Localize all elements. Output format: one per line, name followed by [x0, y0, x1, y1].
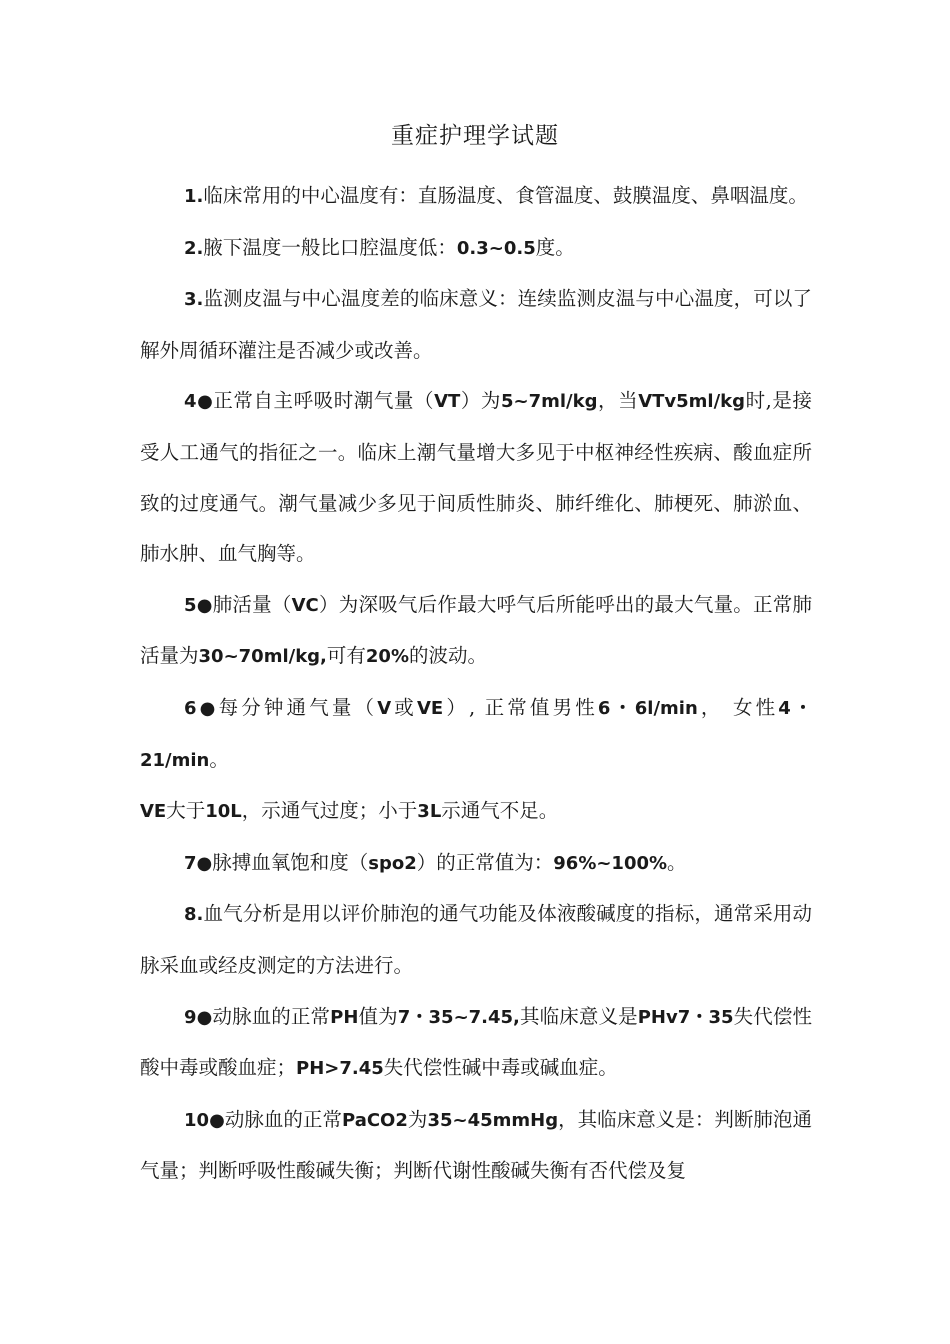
- emphasis-text: 4・21/min: [140, 697, 812, 771]
- emphasis-text: 30~70ml/kg,: [198, 646, 327, 668]
- body-text-run: 时,是接受人工通气的指征之一。临床上潮气量增大多见于中枢神经性疾病、酸血症所致的过度通气。潮气量减少多见于间质性肺炎、肺纤维化、肺梗死、肺淤血、肺水肿、血气胸等。: [140, 389, 812, 566]
- body-text-run: 脉搏血氧饱和度（: [212, 850, 369, 874]
- document-body: [140, 171, 812, 1197]
- paragraph-p6: [140, 683, 812, 786]
- body-text-run: 其临床意义是: [519, 1004, 638, 1028]
- emphasis-text: 7・35~7.45,: [397, 1006, 520, 1028]
- paragraph-p8: [140, 889, 812, 991]
- body-text-run: 。: [667, 850, 687, 874]
- body-text-run: ）的正常值为：: [416, 850, 554, 874]
- body-text-run: ）为: [460, 389, 501, 413]
- body-text-run: 示通气不足。: [441, 799, 559, 823]
- body-text-run: 失代偿性酸中毒或酸血症；: [140, 1004, 812, 1080]
- emphasis-text: 7●: [184, 852, 213, 874]
- emphasis-text: VE: [416, 697, 444, 719]
- paragraph-p10: [140, 1095, 812, 1197]
- emphasis-text: PHv7・35: [637, 1006, 734, 1028]
- body-text-run: 血气分析是用以评价肺泡的通气功能及体液酸碱度的指标，通常采用动脉采血或经皮测定的方法进行。: [140, 902, 812, 977]
- body-text-run: 可有: [326, 644, 366, 668]
- emphasis-text: VC: [291, 594, 319, 616]
- body-text-run: 肺活量（: [212, 592, 292, 616]
- body-text-run: ，其临床意义是：判断肺泡通气量；判断呼吸性酸碱失衡；判断代谢性酸碱失衡有否代偿及复: [140, 1107, 812, 1183]
- emphasis-text: 3.: [184, 289, 204, 311]
- emphasis-text: 10L: [205, 801, 242, 823]
- body-text-run: 正常自主呼吸时潮气量（: [213, 389, 435, 413]
- body-text-run: 动脉血的正常: [224, 1107, 342, 1131]
- emphasis-text: spo2: [368, 852, 417, 874]
- document-title: 重症护理学试题: [391, 123, 559, 149]
- emphasis-text: 5●: [184, 594, 213, 616]
- emphasis-text: 96%~100%: [553, 852, 668, 874]
- paragraph-p7: [140, 838, 812, 890]
- emphasis-text: VTv5ml/kg: [638, 391, 746, 413]
- body-text-run: 的波动。: [409, 644, 488, 668]
- paragraph-p9: [140, 992, 812, 1095]
- body-text-run: 。: [209, 747, 229, 771]
- emphasis-text: 0.3~0.5: [456, 237, 536, 259]
- paragraph-p4: [140, 376, 812, 579]
- body-text-run: 度。: [535, 235, 575, 259]
- emphasis-text: VT: [434, 391, 461, 413]
- emphasis-text: PaCO2: [341, 1109, 408, 1131]
- body-text-run: 失代偿性碱中毒或碱血症。: [383, 1056, 618, 1080]
- paragraph-p3: [140, 274, 812, 376]
- body-text-run: 值为: [358, 1004, 398, 1028]
- paragraph-p5: [140, 580, 812, 683]
- paragraph-p6b: [140, 786, 812, 838]
- emphasis-text: 2.: [184, 237, 204, 259]
- emphasis-text: V: [377, 697, 392, 719]
- body-text-run: 临床常用的中心温度有：直肠温度、食管温度、鼓膜温度、鼻咽温度。: [203, 184, 808, 207]
- emphasis-text: 4●: [184, 391, 214, 413]
- body-text-run: 或: [391, 695, 417, 719]
- body-text-run: ，示通气过度；小于: [241, 799, 418, 823]
- emphasis-text: 20%: [365, 646, 409, 668]
- emphasis-text: 10●: [184, 1109, 225, 1131]
- body-text-run: 监测皮温与中心温度差的临床意义：连续监测皮温与中心温度，可以了解外周循环灌注是否减少或改善。: [140, 287, 812, 362]
- emphasis-text: PH: [330, 1006, 359, 1028]
- body-text-run: 大于: [166, 799, 206, 823]
- emphasis-text: VE: [140, 801, 167, 823]
- emphasis-text: 8.: [184, 904, 204, 926]
- emphasis-text: 3L: [417, 801, 442, 823]
- body-text-run: 动脉血的正常: [212, 1004, 331, 1028]
- body-text-run: 腋下温度一般比口腔温度低：: [203, 235, 457, 259]
- emphasis-text: 1.: [184, 186, 204, 207]
- emphasis-text: 5~7ml/kg: [500, 391, 598, 413]
- emphasis-text: 6●: [184, 697, 219, 719]
- paragraph-p2: [140, 223, 812, 275]
- body-text-run: ）为深吸气后作最大呼气后所能呼出的最大气量。正常肺活量为: [140, 592, 812, 668]
- paragraph-p1: [140, 171, 812, 223]
- body-text-run: 每分钟通气量（: [218, 695, 378, 719]
- body-text-run: ）, 正常值男性: [443, 695, 598, 719]
- emphasis-text: 35~45mmHg: [427, 1109, 559, 1131]
- body-text-run: ，当: [597, 389, 639, 413]
- emphasis-text: PH>7.45: [296, 1058, 384, 1080]
- emphasis-text: 9●: [184, 1006, 213, 1028]
- emphasis-text: 6・6l/min: [597, 697, 698, 719]
- body-text-run: ， 女性: [697, 695, 779, 719]
- body-text-run: 为: [407, 1107, 428, 1131]
